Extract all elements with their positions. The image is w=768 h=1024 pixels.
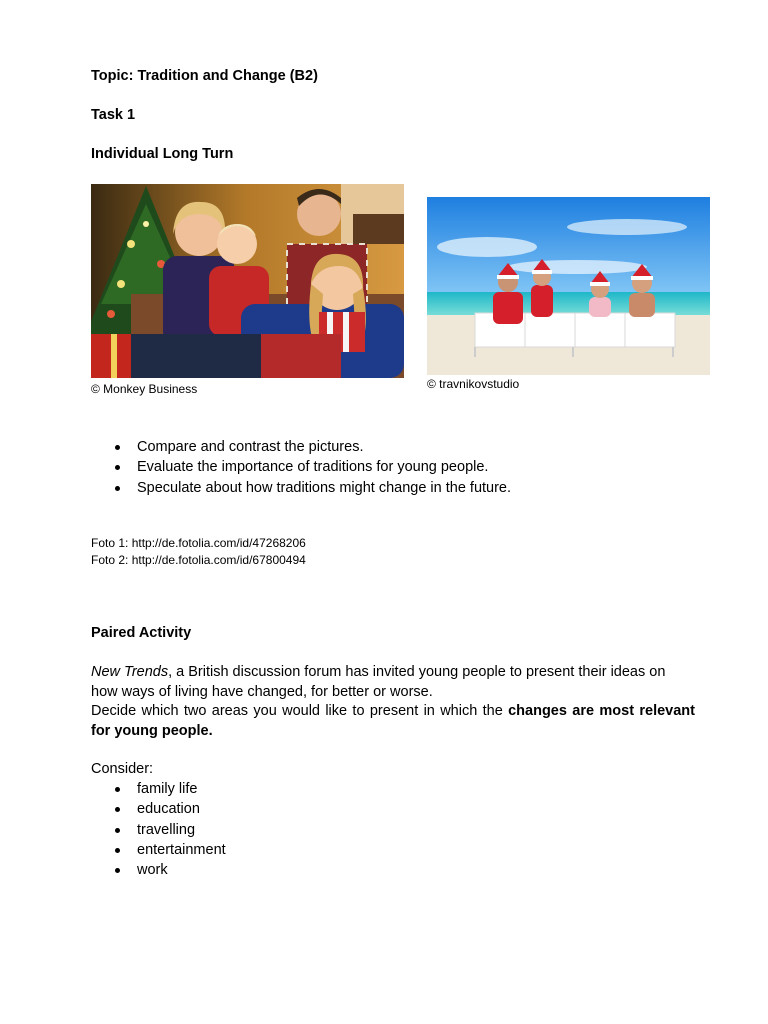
photo-sources xyxy=(91,535,306,569)
list-item: travelling xyxy=(91,820,491,840)
topic-heading: Topic: Tradition and Change (B2) xyxy=(91,68,318,84)
family-christmas-photo xyxy=(91,184,404,378)
list-item: family life xyxy=(91,779,491,799)
section-heading-paired-activity: Paired Activity xyxy=(91,625,192,641)
decide-text: Decide which two areas you would like to present in which the xyxy=(91,703,509,719)
source-url[interactable]: http://de.fotolia.com/id/47268206 xyxy=(131,536,306,550)
list-item: Evaluate the importance of traditions for young people. xyxy=(91,457,731,477)
list-item: Speculate about how traditions might change in the future. xyxy=(91,478,731,498)
family-christmas-illustration xyxy=(91,184,404,378)
list-item: Compare and contrast the pictures. xyxy=(91,437,731,457)
task-bullet-list xyxy=(91,437,731,498)
source-line-1 xyxy=(91,535,306,552)
consider-label: Consider: xyxy=(91,761,154,777)
forum-name: New Trends xyxy=(91,664,169,680)
section-heading-individual-long-turn: Individual Long Turn xyxy=(91,146,234,162)
list-item: education xyxy=(91,799,491,819)
list-item: work xyxy=(91,860,491,880)
intro-text: , a British discussion forum has invited young people to present their ideas on how ways of living have changed, for better or worse. xyxy=(91,664,666,700)
beach-christmas-photo xyxy=(427,197,710,375)
source-label: Foto 2: xyxy=(91,553,129,567)
paired-decide-paragraph xyxy=(91,702,695,741)
photo-2-credit: © travnikovstudio xyxy=(427,377,520,391)
areas-bullet-list xyxy=(91,779,491,880)
list-item: entertainment xyxy=(91,840,491,860)
source-label: Foto 1: xyxy=(91,536,129,550)
task-heading: Task 1 xyxy=(91,107,136,123)
paired-intro-paragraph xyxy=(91,663,695,702)
photo-1-credit: © Monkey Business xyxy=(91,382,198,396)
source-line-2 xyxy=(91,552,306,569)
source-url[interactable]: http://de.fotolia.com/id/67800494 xyxy=(131,553,306,567)
beach-christmas-illustration xyxy=(427,197,710,375)
decide-emphasis: changes are most relevant for young people. xyxy=(91,703,695,739)
